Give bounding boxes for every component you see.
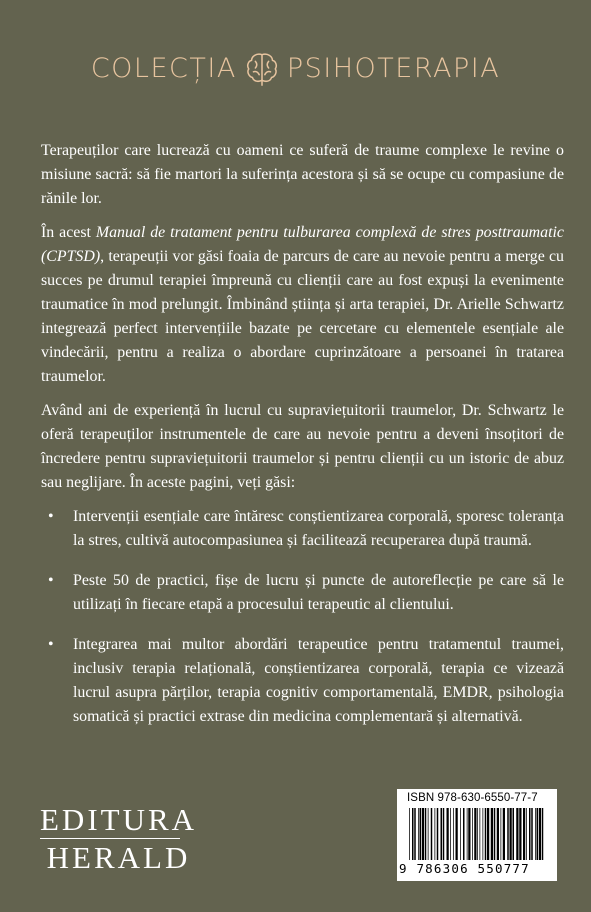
barcode-bar xyxy=(441,808,443,860)
barcode-bar xyxy=(467,808,468,860)
book-title: Manual de tratament pentru tulburarea complexă de stres posttraumatic (CPTSD) xyxy=(41,224,564,265)
list-item-text: Integrarea mai multor abordări terapeutice pentru tratamentul traumei, inclusiv terapia relațională, conștientizarea corporală, terapia ce vizează lucrul asupra părților, terapia cognitiv comportamentală, EMDR, psihologia somatică și practici extrase din medicina complementară și alternativă. xyxy=(73,636,564,725)
feature-list xyxy=(41,505,564,729)
barcode-bar xyxy=(450,808,451,860)
series-left-label: COLECȚIA xyxy=(90,52,237,84)
list-item xyxy=(41,505,564,553)
barcode-bar xyxy=(463,808,465,860)
barcode-bar xyxy=(501,808,502,860)
paragraph-lead: În acest xyxy=(41,224,96,241)
barcode-bar xyxy=(418,808,419,860)
barcode-bar xyxy=(485,808,487,860)
barcode-bar xyxy=(409,808,410,860)
brain-icon xyxy=(243,49,281,87)
barcode-bar xyxy=(431,808,433,860)
isbn-barcode xyxy=(397,789,557,881)
barcode-bar xyxy=(503,808,505,860)
barcode-bar xyxy=(420,808,422,860)
barcode-bar xyxy=(494,808,496,860)
barcode-bar xyxy=(468,808,470,860)
barcode-bar xyxy=(447,808,449,860)
barcode-bars xyxy=(409,808,545,860)
list-item-text: Intervenții esențiale care întăresc conștientizarea corporală, sporesc toleranța la stres, cultivă autocompasiunea și facilitează recuperarea după traumă. xyxy=(73,508,564,549)
barcode-bar xyxy=(497,808,499,860)
bullet-icon: • xyxy=(48,508,54,525)
barcode-bar xyxy=(531,808,533,860)
barcode-bar xyxy=(483,808,484,860)
barcode-bar xyxy=(443,808,445,860)
barcode-bar xyxy=(477,808,478,860)
barcode-bar xyxy=(456,808,458,860)
paragraph-book-description xyxy=(41,221,564,389)
barcode-bar xyxy=(523,808,525,860)
barcode-bar xyxy=(542,808,544,860)
barcode-bar xyxy=(474,808,476,860)
barcode-bar xyxy=(435,808,436,860)
barcode-bar xyxy=(453,808,454,860)
publisher-logo xyxy=(40,804,197,874)
publisher-name-line2: HERALD xyxy=(46,840,191,875)
publisher-divider xyxy=(40,838,180,839)
paragraph-intro: Terapeuților care lucrează cu oameni ce suferă de traume complexe le revine o misiune sacră: să fie martori la suferința acestora și să se ocupe cu compasiune de rănile lor. xyxy=(41,142,564,207)
barcode-bar xyxy=(412,808,414,860)
barcode-bar xyxy=(425,808,427,860)
barcode-bar xyxy=(516,808,518,860)
barcode-bar xyxy=(428,808,429,860)
barcode-bar xyxy=(491,808,493,860)
bullet-icon: • xyxy=(48,636,54,653)
barcode-bar xyxy=(437,808,439,860)
barcode-bar xyxy=(414,808,416,860)
barcode-bar xyxy=(472,808,473,860)
series-right-label: PSIHOTERAPIA xyxy=(286,52,501,84)
barcode-bar xyxy=(480,808,481,860)
barcode-digits: 9 786306 550777 xyxy=(399,861,530,876)
series-title xyxy=(0,48,591,88)
list-item xyxy=(41,569,564,617)
list-item-text: Peste 50 de practici, fișe de lucru și puncte de autoreflecție pe care să le utilizați în fiecare etapă a procesului terapeutic al clientului. xyxy=(73,572,564,613)
barcode-bar xyxy=(510,808,512,860)
list-item xyxy=(41,633,564,729)
barcode-bar xyxy=(519,808,521,860)
barcode-bar xyxy=(422,808,424,860)
barcode-bar xyxy=(535,808,536,860)
barcode-bar xyxy=(513,808,515,860)
paragraph-rest: , terapeuții vor găsi foaia de parcurs de care au nevoie pentru a merge cu succes pe drumul terapiei împreună cu clienții care au fost expuși la evenimente traumatice în mod prelungit. Îmbinând știința și arta terapiei, Dr. Arielle Schwartz integrează perfect intervențiile bazate pe cercetare cu elementele esențiale ale vindecării, pentru a realiza o abordare cuprinzătoare a persoanei în tratarea traumelor. xyxy=(41,248,564,385)
back-cover-text xyxy=(41,139,564,745)
isbn-label: ISBN 978-630-6550-77-7 xyxy=(407,792,538,804)
barcode-bar xyxy=(487,808,489,860)
barcode-bar xyxy=(526,808,527,860)
barcode-bar xyxy=(529,808,531,860)
bullet-icon: • xyxy=(48,572,54,589)
publisher-name-line1: EDITURA xyxy=(40,802,198,837)
barcode-bar xyxy=(537,808,539,860)
barcode-bar xyxy=(460,808,461,860)
barcode-bar xyxy=(539,808,541,860)
paragraph-author-experience: Având ani de experiență în lucrul cu supraviețuitorii traumelor, Dr. Schwartz le oferă terapeuților instrumentele de care au nevoie pentru a deveni însoțitori de încredere pentru supraviețuitorii traumelor și pentru clienții cu un istoric de abuz sau neglijare. În aceste pagini, veți găsi: xyxy=(41,402,564,491)
barcode-bar xyxy=(507,808,509,860)
